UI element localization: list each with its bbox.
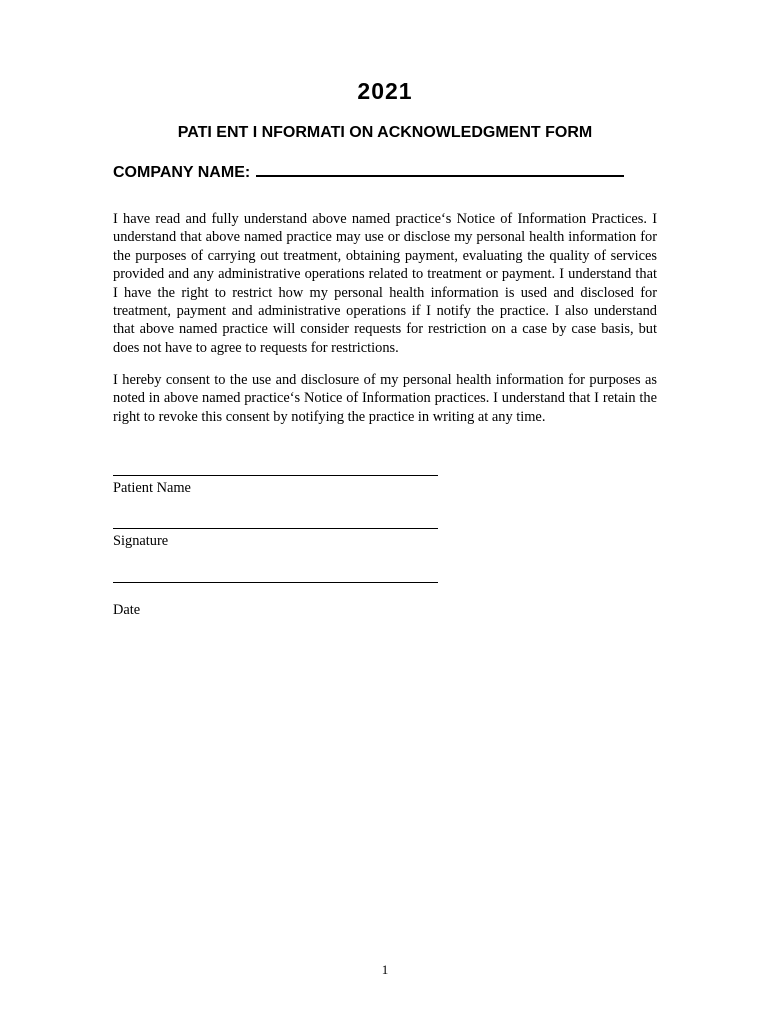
acknowledgment-paragraph: I have read and fully understand above named practice‘s Notice of Information Practices. I understand that above named practice may use or disclose my personal health information for the purposes of carrying out treatment, obtaining payment, evaluating the quality of services provided and any administrative operations related to treatment or payment. I understand that I have the right to restrict how my personal health information is used and disclosed for treatment, payment and administrative operations if I notify the practice. I also understand that above named practice will consider requests for restriction on a case by case basis, but does not have to agree to requests for restrictions. [113, 211, 657, 356]
date-label: Date [113, 602, 141, 618]
patient-name-label: Patient Name [113, 480, 191, 496]
form-year: 2021 [357, 78, 413, 104]
date-field [113, 582, 438, 619]
company-name-row [113, 164, 624, 182]
company-name-label: COMPANY NAME: [113, 164, 251, 181]
signature-line[interactable] [113, 528, 438, 529]
page-number: 1 [381, 962, 389, 977]
date-line[interactable] [113, 582, 438, 583]
patient-name-line[interactable] [113, 475, 438, 476]
consent-paragraph: I hereby consent to the use and disclosure of my personal health information for purposes as noted in above named practice‘s Notice of Information practices. I understand that I retain the right to revoke this consent by notifying the practice in writing at any time. [113, 372, 657, 425]
company-name-blank-line[interactable] [256, 175, 624, 177]
patient-name-field [113, 475, 438, 497]
signature-label: Signature [113, 533, 169, 549]
form-title: PATI ENT I NFORMATI ON ACKNOWLEDGMENT FORM [177, 124, 593, 141]
signature-field [113, 528, 438, 550]
